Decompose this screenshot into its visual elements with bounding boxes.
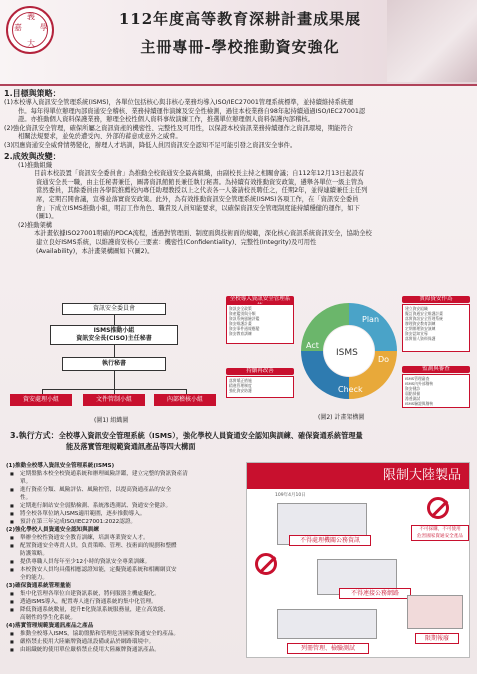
pdca-side-title: 實際資安作為 bbox=[402, 296, 470, 303]
org-chart bbox=[20, 303, 210, 423]
s2-text: (Availability)，本計畫架構圖如下(圖2)。 bbox=[36, 247, 154, 255]
section-2-title: 2.成效與改變： bbox=[4, 151, 61, 161]
pdca-side-body: 落實矯正措施 精進管理制度 強化資安防護 bbox=[226, 376, 294, 398]
detail-heading: (2)強化學校人員資通安全認知與訓練 bbox=[6, 527, 99, 533]
connector bbox=[114, 345, 115, 357]
committee-box: 資訊安全委員會 bbox=[62, 303, 166, 315]
no-entry-icon bbox=[427, 497, 449, 519]
group-box: 資安處理小組 bbox=[10, 394, 72, 406]
logo-char: 大 bbox=[27, 39, 35, 48]
pdca-cycle bbox=[298, 300, 400, 402]
s2-text: 目前本校設置「資訊安全委員會」為推動全校資通安全最高組織，由副校長主持之相關會議；自112年12月13日起設有 bbox=[34, 170, 365, 178]
detail-item: ■ 推動全校導入ISMS，協助盤點和管理危害國家資通安全的產品。 bbox=[6, 630, 238, 638]
s1-text: 作。每年得單位辦理內部資通安全稽核、業務持續運作演練及安全性檢測，過往本校業務自98年起持續通過ISO/IEC27001認 bbox=[18, 107, 366, 115]
isms-group-box bbox=[50, 325, 178, 345]
s2-text: (圖1)。 bbox=[36, 213, 58, 221]
header bbox=[0, 0, 477, 86]
poster-title: 112年度高等教育深耕計畫成果展 bbox=[118, 10, 362, 28]
disposal-illustration bbox=[407, 595, 463, 629]
detail-item: ■ 由組織統的使用單位嚴格禁止使用大陸廠牌資通訊產品。 bbox=[6, 646, 238, 654]
exec-secretary-box: 執行秘書 bbox=[62, 357, 166, 371]
figure-2-caption: (圖2) 計畫架構圖 bbox=[318, 414, 365, 421]
s2-text: 當然委員，其餘委員由各學院推薦校內專任助理教授以上之代表各一人簽請校長聘任之，任期2年，並得連續兼任主任列 bbox=[36, 187, 368, 195]
detail-item: ■ 降低資通系統數量，提升E化資訊系統服務量，建立高效能、 bbox=[6, 606, 238, 614]
pdca-side-title: 持續再改善 bbox=[226, 368, 294, 375]
detail-item: ■ 將全校各單位納入ISMS適用範圍，逐步推動導入。 bbox=[6, 510, 238, 518]
restriction-tag: 不得處理機關公務資訊 bbox=[289, 535, 371, 546]
restriction-tag: 列冊管理、檢驗測試 bbox=[287, 643, 369, 654]
group-box: 內部稽核小組 bbox=[154, 394, 216, 406]
detail-item: ■ 舉辦全校性資通安全教育訓練，培訓專業資安人才。 bbox=[6, 534, 238, 542]
s2-text: 席，定期召開會議，宣導並落實資安政策。此外，為有效推動資訊安全管理系統(ISMS)各項工作，在「資訊安全委員 bbox=[36, 195, 359, 203]
detail-item: ■ 集中化管理各單位自建資訊系統，將伺服器主機虛擬化。 bbox=[6, 590, 238, 598]
detail-item: ■ 定期進行網站安全弱點檢測、系統滲透測試、資通安全健診。 bbox=[6, 502, 238, 510]
check-label: Check bbox=[338, 385, 363, 394]
connector bbox=[114, 371, 115, 389]
no-entry-icon bbox=[255, 553, 277, 575]
restriction-tag: 不得連接公務網路 bbox=[339, 588, 411, 599]
detail-item: ■ 配置資通安全專責人員，負責策略、管理、技術面的規劃和整體 bbox=[6, 542, 238, 550]
section-3 bbox=[10, 430, 470, 452]
logo-char: 義 bbox=[27, 12, 35, 21]
detail-item: ■ 本校資安人員均具備相應認證知能，定擬資通系統和相關網頁安 bbox=[6, 566, 238, 574]
s3-text: 全校導入資訊安全管理系統（ISMS），強化學校人員資通安全認知與訓練、確保資通系統管理量 bbox=[58, 431, 363, 440]
section-3-title: 3.執行方式： bbox=[10, 431, 59, 440]
china-products-infographic bbox=[246, 462, 470, 658]
execution-details bbox=[6, 462, 238, 654]
figure-1-caption: (圖1) 組織圖 bbox=[94, 417, 129, 424]
pdca-side-title: 全校導入資訊安全管理系 bbox=[226, 296, 294, 310]
pdca-diagram bbox=[226, 296, 470, 420]
s2-subtitle: (2)推動架構 bbox=[18, 221, 53, 229]
university-logo-icon bbox=[6, 6, 54, 54]
detail-item: ■ 進行資產分類、風險評估、風險控管，以提高資通產品的安全 bbox=[6, 486, 238, 494]
detail-item: ■ 透過ISMS導入，配置專人進行資通系統的集中化管理。 bbox=[6, 598, 238, 606]
detail-item: ■ 嚴格禁止使用大陸廠牌資通訊設備或品於網路環境中。 bbox=[6, 638, 238, 646]
detail-item: 高韌性的學生化系統。 bbox=[20, 615, 76, 621]
date-label: 109年4月10日 bbox=[275, 493, 306, 498]
logo-char: 學 bbox=[40, 23, 48, 32]
s1-text: 相關法規要求，並免於遭受內、外部的蓄意或意外之威脅。 bbox=[18, 133, 182, 141]
detail-item: 性。 bbox=[20, 495, 32, 501]
ciso-label: 資訊安全長(CISO)主任秘書 bbox=[76, 335, 152, 342]
isms-label: ISMS bbox=[336, 348, 358, 358]
do-label: Do bbox=[378, 355, 390, 364]
s2-text: 資通安全長一職，由主任秘書兼任，圖書資訊館館長兼任執行秘書。為持續有效推動資安政策，遴舉各單位一級主管為 bbox=[36, 178, 364, 186]
s1-text: (2)強化資訊安全管理，確保所屬之資訊資產的機密性、完整性及可用性，以保證本校資訊業務持續運作之資訊環境，期能符合 bbox=[4, 124, 353, 132]
detail-heading: (1)推動全校導入資訊安全管理系統(ISMS) bbox=[6, 463, 115, 469]
section-1-title: 1.目標與策略： bbox=[4, 89, 61, 98]
restriction-tag: 限期報廢 bbox=[415, 633, 459, 644]
s2-subtitle: (1)推動組織 bbox=[18, 161, 53, 169]
header-photo bbox=[387, 0, 477, 82]
s1-text: (3)因應資通安全威脅情勢變化，辦理人才培訓，降低人員因資訊安全認知不足可能引發之資訊安全事件。 bbox=[4, 141, 297, 149]
detail-item: 防護策略。 bbox=[20, 551, 48, 557]
s2-text: 本計畫依據ISO27001明確的PDCA流程，透過對管理面、制度面與技術面的規範，深化核心資訊系統資訊安全，協助全校 bbox=[34, 230, 372, 238]
china-banner: 限制大陸製品 bbox=[247, 463, 470, 489]
inspection-illustration bbox=[277, 609, 377, 639]
s1-text: 證。亦推動個人資料保護業務，辦理全校性個人資料事故演練工作，推選單位辦理個人資料保護內部稽核。 bbox=[18, 116, 314, 124]
pdca-side-body: 資訊安全政策 資產鑑別與分類 資訊系統風險評鑑 資安維護計畫 資安事件通報應變 資安教育訓練 bbox=[226, 304, 294, 344]
poster-subtitle: 主冊專冊-學校推動資安強化 bbox=[140, 38, 340, 56]
detail-item: ■ 預計在第三年完成ISO/IEC27001:2022認證。 bbox=[6, 518, 238, 526]
detail-item: 全的能力。 bbox=[20, 575, 48, 581]
s1-text: (1)本校導入資訊安全管理系統(ISMS)，各單位包括核心與非核心業務均導入ISO/IEC27001管理系統標準，並持續維持系統運 bbox=[4, 99, 354, 106]
detail-item: ■ 提供專職人員每年至少12小時的資訊安全專業訓練。 bbox=[6, 558, 238, 566]
logo-char: 嘉 bbox=[14, 23, 22, 32]
pdca-side-body: ISMS管理審查 ISMS內外部稽核 資安健診 弱點掃描 滲透測試 ISMS驗證與稽核 bbox=[402, 374, 470, 408]
detail-heading: (4)落實管理規範資通訊產品之產品 bbox=[6, 623, 94, 629]
content bbox=[4, 88, 473, 256]
isms-group-label: ISMS推動小組 bbox=[93, 327, 135, 334]
restriction-tag: 不可採購，不可使用 危害國家資通安全產品 bbox=[411, 525, 469, 541]
pdca-side-body: 建立資安組織 擬訂資通安全維護計畫 落實資訊安全管理系統 辦理資安教育訓練 定期辦理資安演練 資安認知宣導 落實個人資料保護 bbox=[402, 304, 470, 352]
connector bbox=[114, 315, 115, 325]
s3-text: 能及落實管理規範資通訊產品等四大構面 bbox=[66, 442, 196, 451]
s2-text: 會」下成立ISMS推動小組，明訂工作角色、職責及人員知能要求，以確保資訊安全管理制度能持續穩健的運作，如下 bbox=[36, 204, 360, 212]
plan-label: Plan bbox=[362, 315, 380, 324]
detail-item: ■ 定期盤點本校全校資通系統和辦理風險評鑑，建立完整的資訊資產清 bbox=[6, 470, 238, 478]
s2-text: 建立良好ISMS系統，以維護資安核心三要素：機密性(Confidentiality)、完整性(Integrity)及可用性 bbox=[36, 238, 317, 246]
detail-item: 單。 bbox=[20, 479, 32, 485]
detail-heading: (3)確保資通系統管理量能 bbox=[6, 583, 71, 589]
pdca-side-title: 監測與審查 bbox=[402, 366, 470, 373]
group-box: 文件管制小組 bbox=[83, 394, 145, 406]
act-label: Act bbox=[306, 341, 319, 350]
